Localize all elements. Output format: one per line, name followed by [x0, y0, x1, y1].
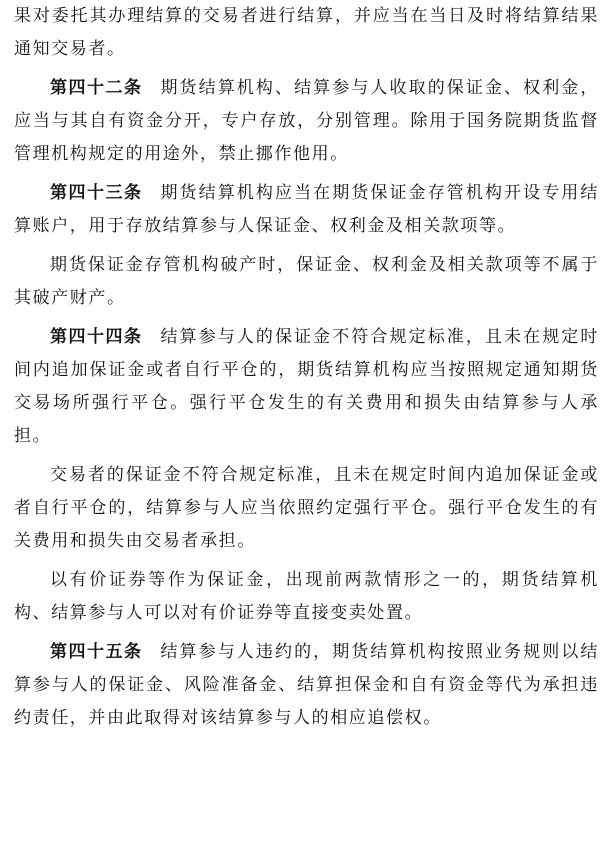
- paragraph-text: 期货保证金存管机构破产时，保证金、权利金及相关款项等不属于其破产财产。: [14, 255, 599, 308]
- paragraph-text: 结算参与人的保证金不符合规定标准，且未在规定时间内追加保证金或者自行平仓的，期货结算机构应当按照规定通知期货交易场所强行平仓。强行平仓发生的有关费用和损失由结算参与人承担。: [14, 327, 599, 446]
- paragraph-text: 结算参与人违约的，期货结算机构按照业务规则以结算参与人的保证金、风险准备金、结算担保金和自有资金等代为承担违约责任，并由此取得对该结算参与人的相应追偿权。: [14, 642, 599, 728]
- paragraph-text: 以有价证券等作为保证金，出现前两款情形之一的，期货结算机构、结算参与人可以对有价证券等直接变卖处置。: [14, 570, 599, 623]
- article-45: [14, 636, 599, 735]
- article-number: 第四十五条: [50, 642, 143, 662]
- article-number: 第四十四条: [50, 327, 143, 347]
- article-number: 第四十二条: [50, 78, 143, 98]
- paragraph-text: 期货结算机构应当在期货保证金存管机构开设专用结算账户，用于存放结算参与人保证金、权利金及相关款项等。: [14, 183, 599, 236]
- article-43: [14, 177, 599, 243]
- paragraph-text: 期货结算机构、结算参与人收取的保证金、权利金，应当与其自有资金分开，专户存放，分别管理。除用于国务院期货监督管理机构规定的用途外，禁止挪作他用。: [14, 78, 599, 164]
- article-44-clause-2: [14, 459, 599, 558]
- article-44-clause-3: [14, 564, 599, 630]
- article-42: [14, 72, 599, 171]
- article-43-clause-2: [14, 249, 599, 315]
- article-44: [14, 321, 599, 453]
- paragraph-continuation: [14, 0, 599, 66]
- paragraph-text: 交易者的保证金不符合规定标准，且未在规定时间内追加保证金或者自行平仓的，结算参与人应当依照约定强行平仓。强行平仓发生的有关费用和损失由交易者承担。: [14, 465, 599, 551]
- article-number: 第四十三条: [50, 183, 143, 203]
- paragraph-text: 果对委托其办理结算的交易者进行结算，并应当在当日及时将结算结果通知交易者。: [14, 6, 599, 59]
